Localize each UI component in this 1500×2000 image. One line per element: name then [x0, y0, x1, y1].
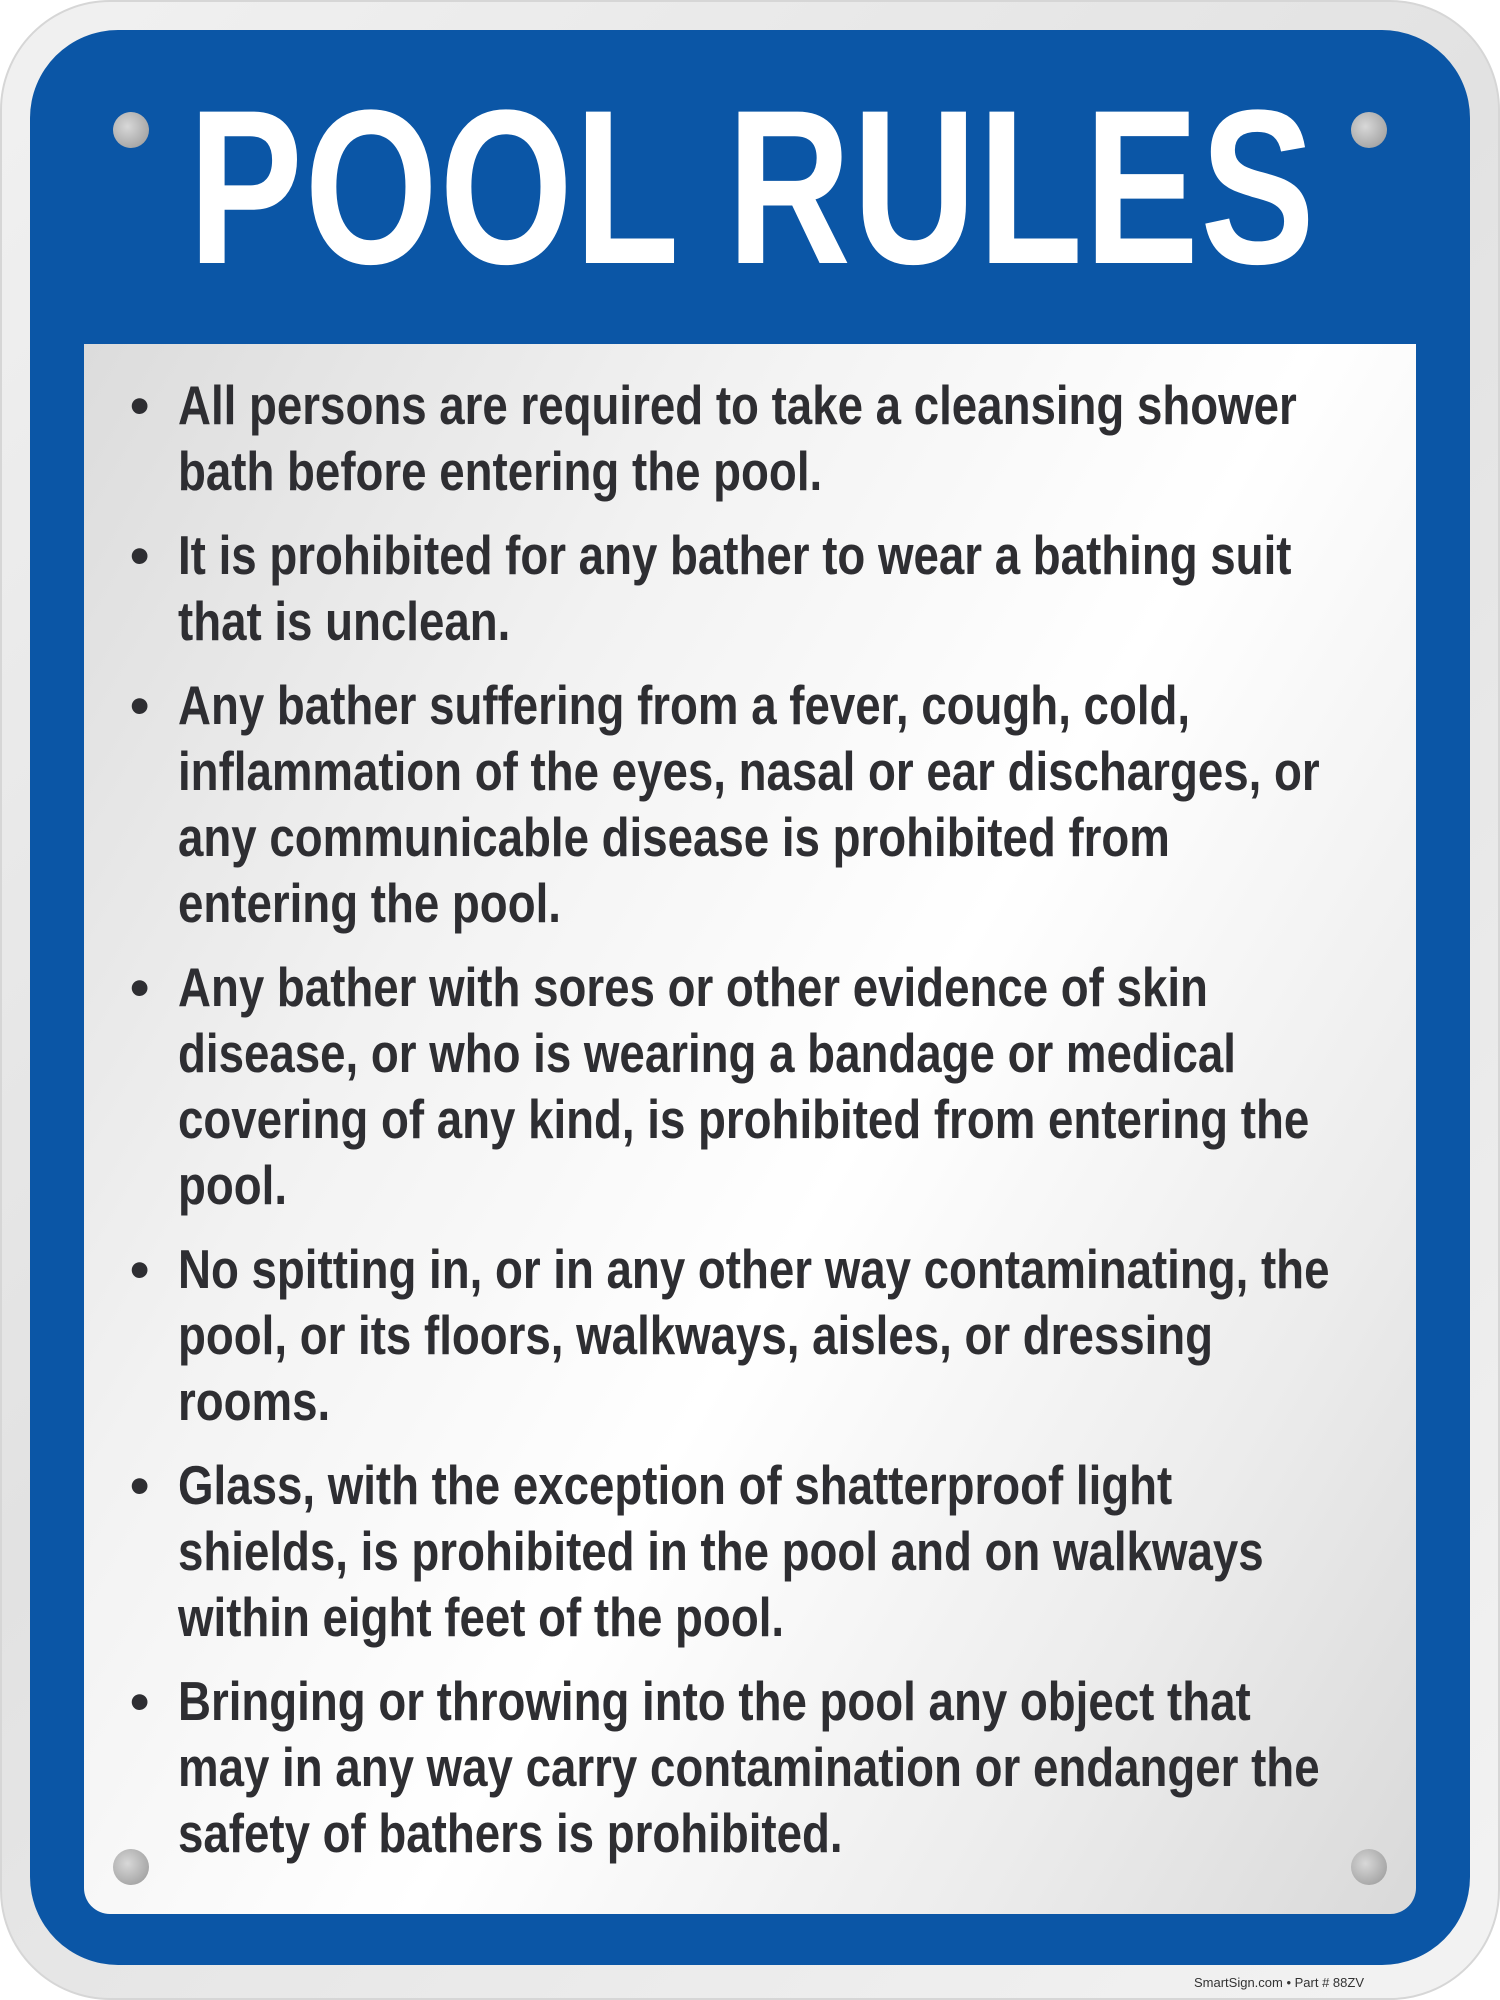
sign-title: POOL RULES [188, 64, 1317, 310]
footer-credit: SmartSign.com • Part # 88ZV [1193, 1975, 1364, 1990]
rule-item [128, 522, 1408, 654]
rules-list [128, 372, 1408, 1884]
rule-item [128, 672, 1408, 936]
bullet-icon: • [130, 1454, 150, 1516]
rule-item [128, 1668, 1408, 1866]
rule-text: Bringing or throwing into the pool any object that may in any way carry contamination or endanger the safety of bathers is prohibited. [178, 1670, 1320, 1864]
rule-item [128, 372, 1408, 504]
bullet-icon: • [130, 374, 150, 436]
bullet-icon: • [130, 674, 150, 736]
bullet-icon: • [130, 1670, 150, 1732]
rule-item [128, 954, 1408, 1218]
rule-item [128, 1452, 1408, 1650]
rule-text: Glass, with the exception of shatterproof light shields, is prohibited in the pool and on walkways within eight feet of the pool. [178, 1454, 1264, 1648]
rule-item [128, 1236, 1408, 1434]
rule-text: It is prohibited for any bather to wear a bathing suit that is unclean. [178, 524, 1292, 652]
bullet-icon: • [130, 956, 150, 1018]
bullet-icon: • [130, 524, 150, 586]
rule-text: Any bather suffering from a fever, cough, cold, inflammation of the eyes, nasal or ear discharges, or any communicable disease is prohibited from entering the pool. [178, 674, 1320, 934]
screw-top-left-icon [113, 112, 149, 148]
rule-text: All persons are required to take a cleansing shower bath before entering the pool. [178, 374, 1297, 502]
screw-bottom-right-icon [1351, 1849, 1387, 1885]
screw-top-right-icon [1351, 112, 1387, 148]
screw-bottom-left-icon [113, 1849, 149, 1885]
rule-text: Any bather with sores or other evidence of skin disease, or who is wearing a bandage or medical covering of any kind, is prohibited from entering the pool. [178, 956, 1310, 1216]
bullet-icon: • [130, 1238, 150, 1300]
rule-text: No spitting in, or in any other way contaminating, the pool, or its floors, walkways, aisles, or dressing rooms. [178, 1238, 1330, 1432]
